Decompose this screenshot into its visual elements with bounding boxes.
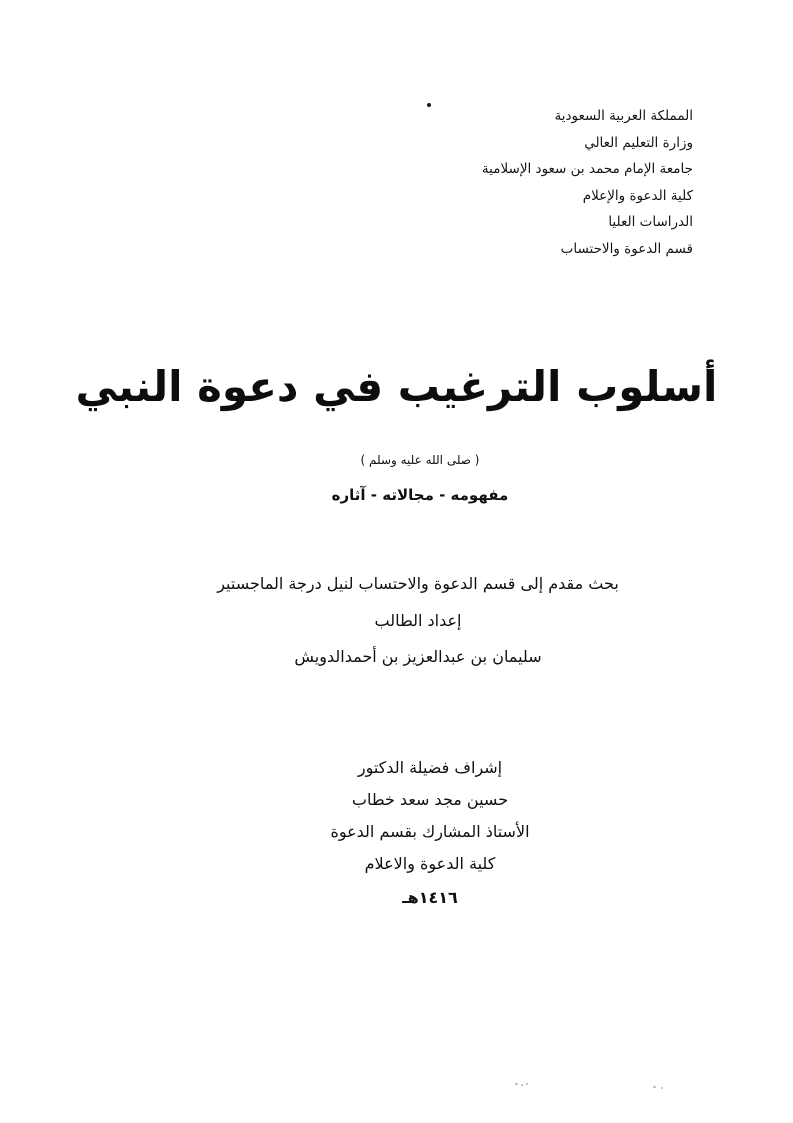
supervision-label: إشراف فضيلة الدكتور [357,758,503,777]
supervision-block [0,752,793,916]
header-university: جامعة الإمام محمد بن سعود الإسلامية [481,161,693,177]
college-name: كلية الدعوة والاعلام [364,854,496,873]
title-salutation: ( صلى الله عليه وسلم ) [360,453,480,467]
header-graduate-studies: الدراسات العليا [608,214,693,230]
thesis-subtitle: مفهومه - مجالاته - آثاره [331,486,509,504]
scan-speck [515,1083,518,1085]
header-ministry: وزارة التعليم العالي [584,134,693,151]
student-name: سليمان بن عبدالعزيز بن أحمدالدويش [294,647,542,666]
scan-speck [521,1084,523,1086]
header-country: المملكة العربية السعودية [554,108,693,124]
research-statement-block [0,566,793,676]
hijri-year: ١٤١٦هـ [402,888,458,907]
scan-speck [661,1087,663,1089]
institution-header [393,103,693,262]
header-college: كلية الدعوة والإعلام [582,187,693,204]
supervisor-name: حسين مجد سعد خطاب [351,790,509,809]
thesis-title: أسلوب الترغيب في دعوة النبي [75,362,718,411]
supervisor-title: الأستاذ المشارك بقسم الدعوة [330,822,530,841]
scan-speck [653,1086,656,1088]
research-statement: بحث مقدم إلى قسم الدعوة والاحتساب لنيل درجة الماجستير [217,574,619,593]
scan-speck [526,1083,528,1085]
prepared-by-label: إعداد الطالب [374,610,462,630]
header-department: قسم الدعوة والاحتساب [560,240,693,257]
